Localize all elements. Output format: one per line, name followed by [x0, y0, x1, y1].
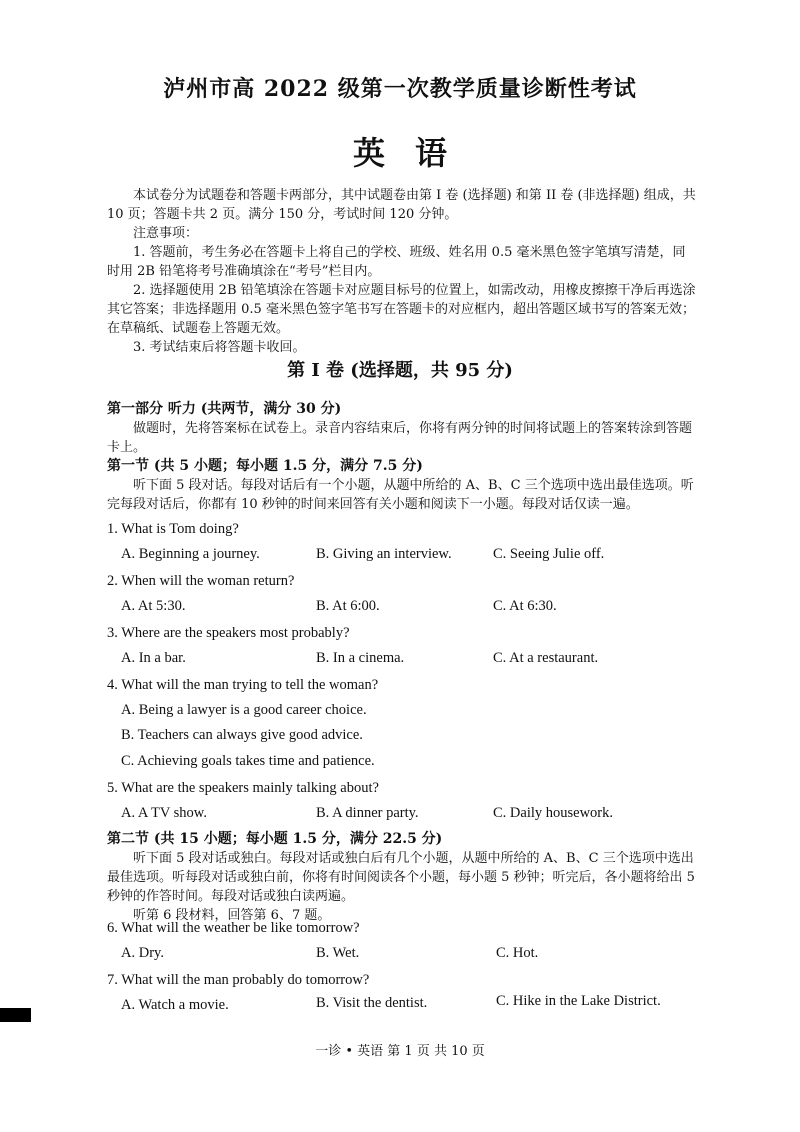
option-b: B. Teachers can always give good advice. [121, 727, 363, 743]
section1-desc: 听下面 5 段对话。每段对话后有一个小题，从题中所给的 A、B、C 三个选项中选出最佳选项。听完每段对话后，你都有 10 秒钟的时间来回答有关小题和阅读下一小题。每段对话仅读一遍。 [107, 478, 694, 512]
option-a: A. Being a lawyer is a good career choice. [121, 702, 367, 718]
option-c: C. At 6:30. [493, 598, 557, 614]
option-c: C. Seeing Julie off. [493, 546, 605, 562]
notice-item: 3. 考试结束后将答题卡收回。 [133, 340, 306, 355]
option-c: C. Hike in the Lake District. [496, 993, 661, 1009]
notice-item: 1. 答题前，考生务必在答题卡上将自己的学校、班级、姓名用 0.5 毫米黑色签字笔填写清楚，同时用 2B 铅笔将考号准确填涂在“考号”栏目内。 [107, 245, 686, 279]
option-a: A. At 5:30. [121, 598, 186, 614]
question-stem: 1. What is Tom doing? [107, 521, 239, 537]
notice-item: 2. 选择题使用 2B 铅笔填涂在答题卡对应题目标号的位置上，如需改动，用橡皮擦擦干净后再选涂其它答案；非选择题用 0.5 毫米黑色签字笔书写在答题卡的对应框内，超出答题区域书写的答案无效；在草稿纸、试题卷上答题无效。 [107, 283, 696, 336]
option-a: A. A TV show. [121, 805, 207, 821]
volume-title: 第 I 卷 (选择题，共 95 分) [287, 360, 513, 381]
option-c: C. Achieving goals takes time and patience. [121, 753, 375, 769]
question-stem: 6. What will the weather be like tomorrow? [107, 920, 360, 936]
notice-label: 注意事项： [133, 226, 199, 241]
question-stem: 3. Where are the speakers most probably? [107, 625, 350, 641]
question-stem: 5. What are the speakers mainly talking about? [107, 780, 379, 796]
part1-title: 第一部分 听力 (共两节，满分 30 分) [107, 401, 342, 417]
option-c: C. Daily housework. [493, 805, 614, 821]
section1-title: 第一节 (共 5 小题；每小题 1.5 分，满分 7.5 分) [107, 458, 423, 474]
option-c: C. Hot. [496, 945, 539, 961]
intro-text: 本试卷分为试题卷和答题卡两部分，其中试题卷由第 I 卷 (选择题) 和第 II 卷 (非选择题) 组成，共 10 页；答题卡共 2 页。满分 150 分，考试时间 120 分钟。 [107, 188, 696, 222]
option-b: B. Visit the dentist. [316, 995, 428, 1011]
exam-title: 泸州市高 2022 级第一次教学质量诊断性考试 [163, 76, 637, 102]
option-a: A. Dry. [121, 945, 164, 961]
section2-desc: 听下面 5 段对话或独白。每段对话或独白后有几个小题，从题中所给的 A、B、C 三个选项中选出最佳选项。听每段对话或独白前，你将有时间阅读各个小题，每小题 5 秒钟；听完后，各小题将给出 5 秒钟的作答时间。每段对话或独白读两遍。 [107, 851, 695, 904]
question-stem: 4. What will the man trying to tell the woman? [107, 677, 379, 693]
option-b: B. A dinner party. [316, 805, 419, 821]
scan-edge-mark [0, 1008, 31, 1022]
part1 [107, 400, 697, 514]
page-footer: 一诊 • 英语 第 1 页 共 10 页 [315, 1044, 485, 1059]
material-note: 听第 6 段材料，回答第 6、7 题。 [133, 908, 331, 923]
instructions [107, 186, 697, 357]
option-a: A. Watch a movie. [121, 997, 229, 1013]
option-b: B. At 6:00. [316, 598, 380, 614]
part1-desc: 做题时，先将答案标在试卷上。录音内容结束后，你将有两分钟的时间将试题上的答案转涂到答题卡上。 [107, 421, 693, 455]
option-b: B. Giving an interview. [316, 546, 452, 562]
section2 [107, 830, 697, 925]
option-c: C. At a restaurant. [493, 650, 599, 666]
question-stem: 2. When will the woman return? [107, 573, 295, 589]
option-b: B. Wet. [316, 945, 360, 961]
option-a: A. Beginning a journey. [121, 546, 260, 562]
question-stem: 7. What will the man probably do tomorrow? [107, 972, 370, 988]
section2-title: 第二节 (共 15 小题；每小题 1.5 分，满分 22.5 分) [107, 831, 443, 847]
option-a: A. In a bar. [121, 650, 186, 666]
option-b: B. In a cinema. [316, 650, 405, 666]
subject-title: 英语 [352, 134, 477, 172]
